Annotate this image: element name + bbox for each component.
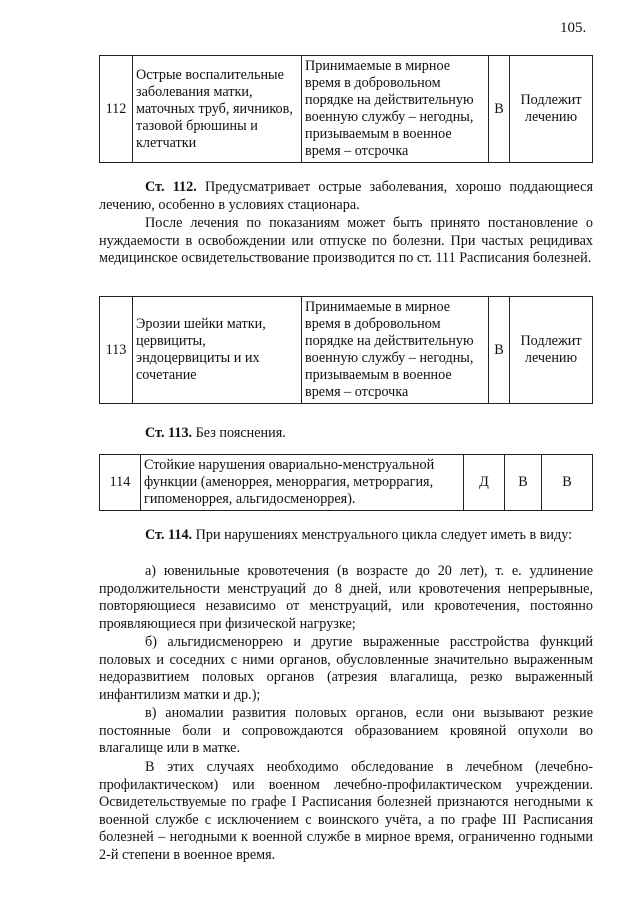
disease-name: Эрозии шейки матки, цервициты, эндоцервициты и их сочетание — [133, 297, 302, 404]
disease-name: Острые воспалительные заболевания матки, маточных труб, яичников, тазовой брюшины и клетчатки — [133, 56, 302, 163]
article-112-paragraph-2: После лечения по показаниям может быть принято постановление о нуждаемости в освобождении или отпуске по болезни. При частых рецидивах медицинское освидетельствование производится по ст. 111 Расписания болезней. — [99, 215, 593, 267]
article-text: При нарушениях менструального цикла следует иметь в виду: — [195, 527, 573, 543]
article-114-intro — [99, 527, 593, 545]
category-cell: В — [489, 56, 510, 163]
article-text: Предусматривает острые заболевания, хорошо поддающиеся лечению, особенно в условиях стационара. — [99, 179, 594, 213]
article-title: Ст. 112. — [145, 179, 197, 195]
article-number: 114 — [100, 455, 141, 511]
article-114-item-b: б) альгидисменоррею и другие выраженные расстройства функций половых и соседних с ними органов, обусловленные значительно выраженным недоразвитием половых органов (атрезия влагалища, резко выраженный инфантилизм матки и др.); — [99, 634, 593, 703]
article-title: Ст. 113. — [145, 425, 193, 441]
category-col-2: В — [505, 455, 542, 511]
category-cell: В — [489, 297, 510, 404]
table-article-113 — [99, 296, 593, 404]
article-112-paragraph-1 — [99, 179, 593, 214]
page-number: 105. — [560, 20, 587, 36]
article-114-item-c: в) аномалии развития половых органов, если они вызывают резкие постоянные боли и сопровождаются образованием кровяной опухоли во влагалище или в матке. — [99, 705, 593, 757]
article-number: 113 — [100, 297, 133, 404]
disease-name: Стойкие нарушения овариально-менструальной функции (аменоррея, меноррагия, метроррагия, гипоменоррея, альгидосменоррея). — [141, 455, 464, 511]
article-114-conclusion: В этих случаях необходимо обследование в лечебном (лечебно-профилактическом) или военном лечебно-профилактическом учреждении. Освидетельствуемые по графе I Расписания болезней признаются негодными к военной службе с исключением с воинского учёта, а по графе III Расписания болезней – негодными к военной службе в мирное время, ограниченно годными 2-й степени в военное время. — [99, 759, 593, 863]
conscription-condition: Принимаемые в мирное время в добровольном порядке на действительную военную службу – негодны, призываемым в военное время – отсрочка — [302, 56, 489, 163]
article-number: 112 — [100, 56, 133, 163]
article-title: Ст. 114. — [145, 527, 193, 543]
table-article-112 — [99, 55, 593, 163]
article-113-paragraph — [99, 425, 593, 443]
table-article-114 — [99, 454, 593, 511]
article-text: Без пояснения. — [195, 425, 286, 441]
category-col-1: Д — [464, 455, 505, 511]
result-cell: Подлежит лечению — [510, 297, 593, 404]
result-cell: Подлежит лечению — [510, 56, 593, 163]
article-114-item-a: а) ювенильные кровотечения (в возрасте до 20 лет), т. е. удлинение продолжительности менструаций до 8 дней, или кровотечения непрерывные, повторяющиеся независимо от менструаций, или кровотечения, постоянно проявляющиеся при физической нагрузке; — [99, 563, 593, 632]
conscription-condition: Принимаемые в мирное время в добровольном порядке на действительную военную службу – негодны, призываемым в военное время – отсрочка — [302, 297, 489, 404]
category-col-3: В — [542, 455, 593, 511]
